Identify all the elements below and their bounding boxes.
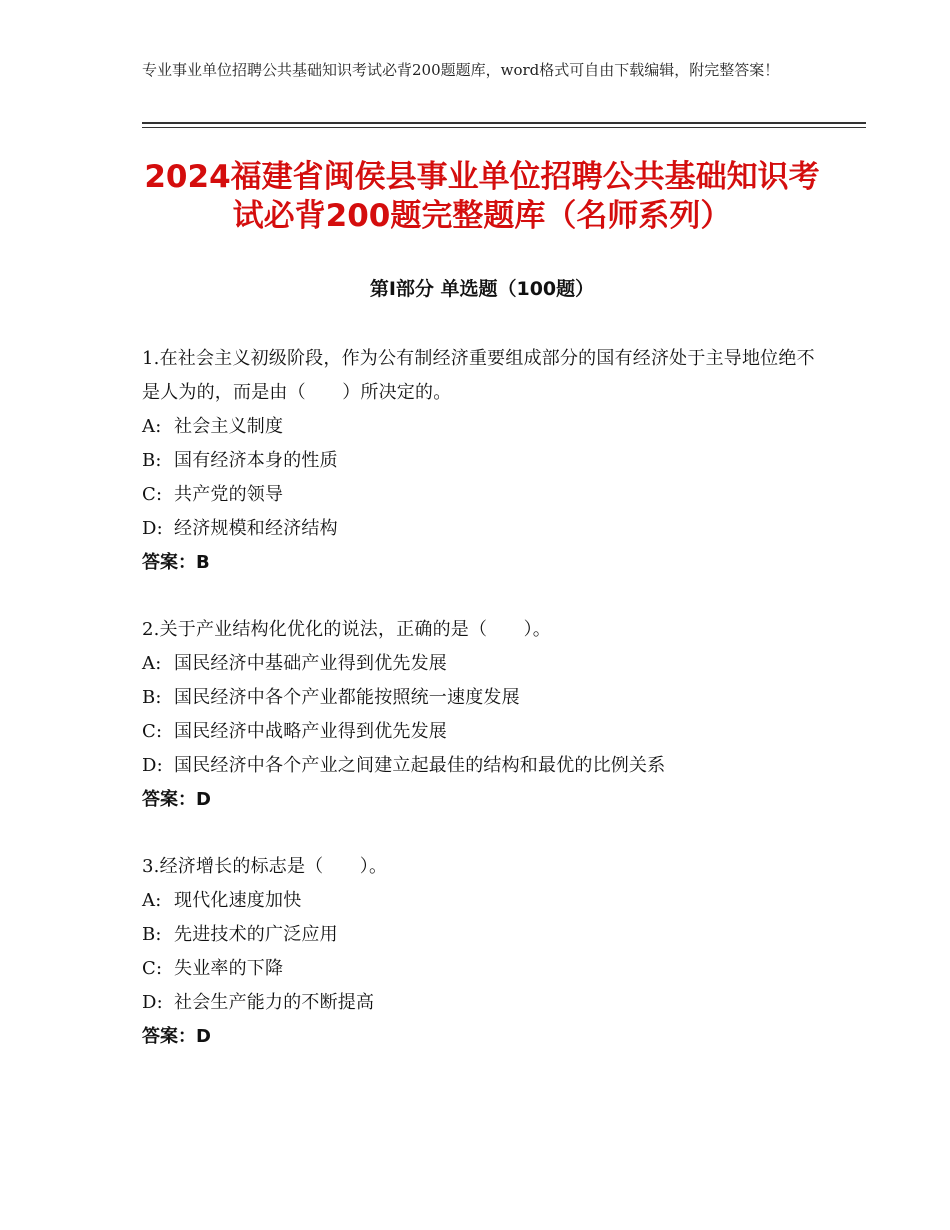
option-key: D:: [142, 518, 163, 539]
section-heading: 第Ⅰ部分 单选题（100题）: [369, 278, 595, 300]
option-text: 失业率的下降: [174, 958, 284, 979]
option-text: 先进技术的广泛应用: [174, 924, 338, 945]
header-divider-thick: [142, 122, 866, 124]
header-note: 专业事业单位招聘公共基础知识考试必背200题题库，word格式可自由下载编辑，附完整答案！: [142, 61, 780, 79]
question-3: [142, 850, 822, 1054]
option-text: 国民经济中战略产业得到优先发展: [174, 721, 447, 742]
option-text: 国民经济中基础产业得到优先发展: [174, 653, 447, 674]
option-key: C:: [142, 484, 163, 505]
option-a: [142, 647, 822, 681]
option-a: [142, 410, 822, 444]
answer: 答案：D: [142, 1026, 211, 1047]
option-b: [142, 444, 822, 478]
option-text: 共产党的领导: [174, 484, 284, 505]
option-key: B:: [142, 687, 162, 708]
option-c: [142, 715, 822, 749]
question-list: [142, 342, 822, 1087]
option-key: C:: [142, 958, 163, 979]
question-stem: 3.经济增长的标志是（ ）。: [142, 856, 388, 877]
option-text: 国有经济本身的性质: [174, 450, 338, 471]
option-key: C:: [142, 721, 163, 742]
question-1: [142, 342, 822, 580]
header-divider-thin: [142, 127, 866, 128]
option-d: [142, 749, 822, 783]
option-key: B:: [142, 924, 162, 945]
option-key: A:: [142, 890, 162, 911]
option-key: A:: [142, 653, 162, 674]
option-d: [142, 986, 822, 1020]
option-c: [142, 952, 822, 986]
document-title: 2024福建省闽侯县事业单位招聘公共基础知识考试必背200题完整题库（名师系列）: [144, 159, 820, 234]
option-text: 社会主义制度: [174, 416, 284, 437]
question-2: [142, 613, 822, 817]
option-key: B:: [142, 450, 162, 471]
option-text: 社会生产能力的不断提高: [174, 992, 375, 1013]
option-a: [142, 884, 822, 918]
option-text: 国民经济中各个产业都能按照统一速度发展: [174, 687, 520, 708]
option-key: D:: [142, 755, 163, 776]
option-text: 国民经济中各个产业之间建立起最佳的结构和最优的比例关系: [174, 755, 666, 776]
option-key: A:: [142, 416, 162, 437]
question-stem: 1.在社会主义初级阶段，作为公有制经济重要组成部分的国有经济处于主导地位绝不是人为的，而是由（ ）所决定的。: [142, 348, 815, 403]
option-text: 现代化速度加快: [174, 890, 302, 911]
answer: 答案：B: [142, 552, 210, 573]
answer: 答案：D: [142, 789, 211, 810]
option-text: 经济规模和经济结构: [174, 518, 338, 539]
option-d: [142, 512, 822, 546]
option-b: [142, 681, 822, 715]
option-c: [142, 478, 822, 512]
option-key: D:: [142, 992, 163, 1013]
option-b: [142, 918, 822, 952]
question-stem: 2.关于产业结构化优化的说法，正确的是（ ）。: [142, 619, 551, 640]
